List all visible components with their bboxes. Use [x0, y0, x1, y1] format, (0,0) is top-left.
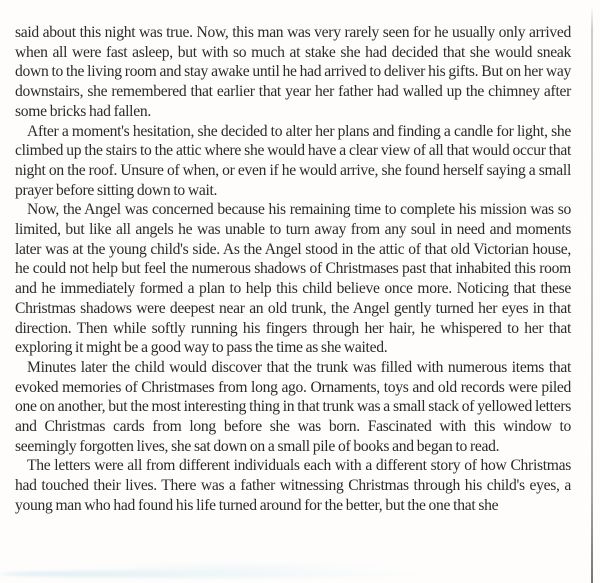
paragraph: Minutes later the child would discover that the trunk was filled with numerous items that evoked memories of Christmases from long ago. Ornaments, toys and old records were piled one on another, but the most interesting thing in that trunk was a small stack of yellowed letters and Christmas cards from long before she was born. Fascinated with this window to seemingly forgotten lives, she sat down on a small pile of books and began to read. — [15, 358, 571, 455]
paragraph: said about this night was true. Now, this man was very rarely seen for he usually only arrived when all were fast asleep, but with so much at stake she had decided that she would sneak down to the living room and stay awake until he had arrived to deliver his gifts. But on her way downstairs, she remembered that earlier that year her father had walled up the chimney after some bricks had fallen. — [15, 24, 571, 120]
scan-page-edge-line — [591, 6, 593, 583]
paragraph: Now, the Angel was concerned because his remaining time to complete his mission was so limited, but like all angels he was unable to turn away from any soul in need and moments later was at the young child's side. As the Angel stood in the attic of that old Victorian house, he could not help but feel the numerous shadows of Christmases past that inhabited this room and he immediately formed a plan to help this child believe once more. Noticing that these Christmas shadows were deepest near an old trunk, the Angel gently turned her eyes in that direction. Then while softly running his fingers through her hair, he whispered to her that exploring it might be a good way to pass the time as she waited. — [15, 201, 571, 357]
page-text — [15, 23, 571, 516]
paragraph: The letters were all from different individuals each with a different story of how Christmas had touched their lives. There was a father witnessing Christmas through his child's eyes, a young man who had found his life turned around for the better, but the one that she — [15, 457, 571, 514]
paragraph: After a moment's hesitation, she decided to alter her plans and finding a candle for light, she climbed up the stairs to the attic where she would have a clear view of all that would occur that night on the roof. Unsure of when, or even if he would arrive, she found herself saying a small prayer before sitting down to wait. — [15, 122, 571, 199]
scan-smudge — [0, 570, 445, 578]
